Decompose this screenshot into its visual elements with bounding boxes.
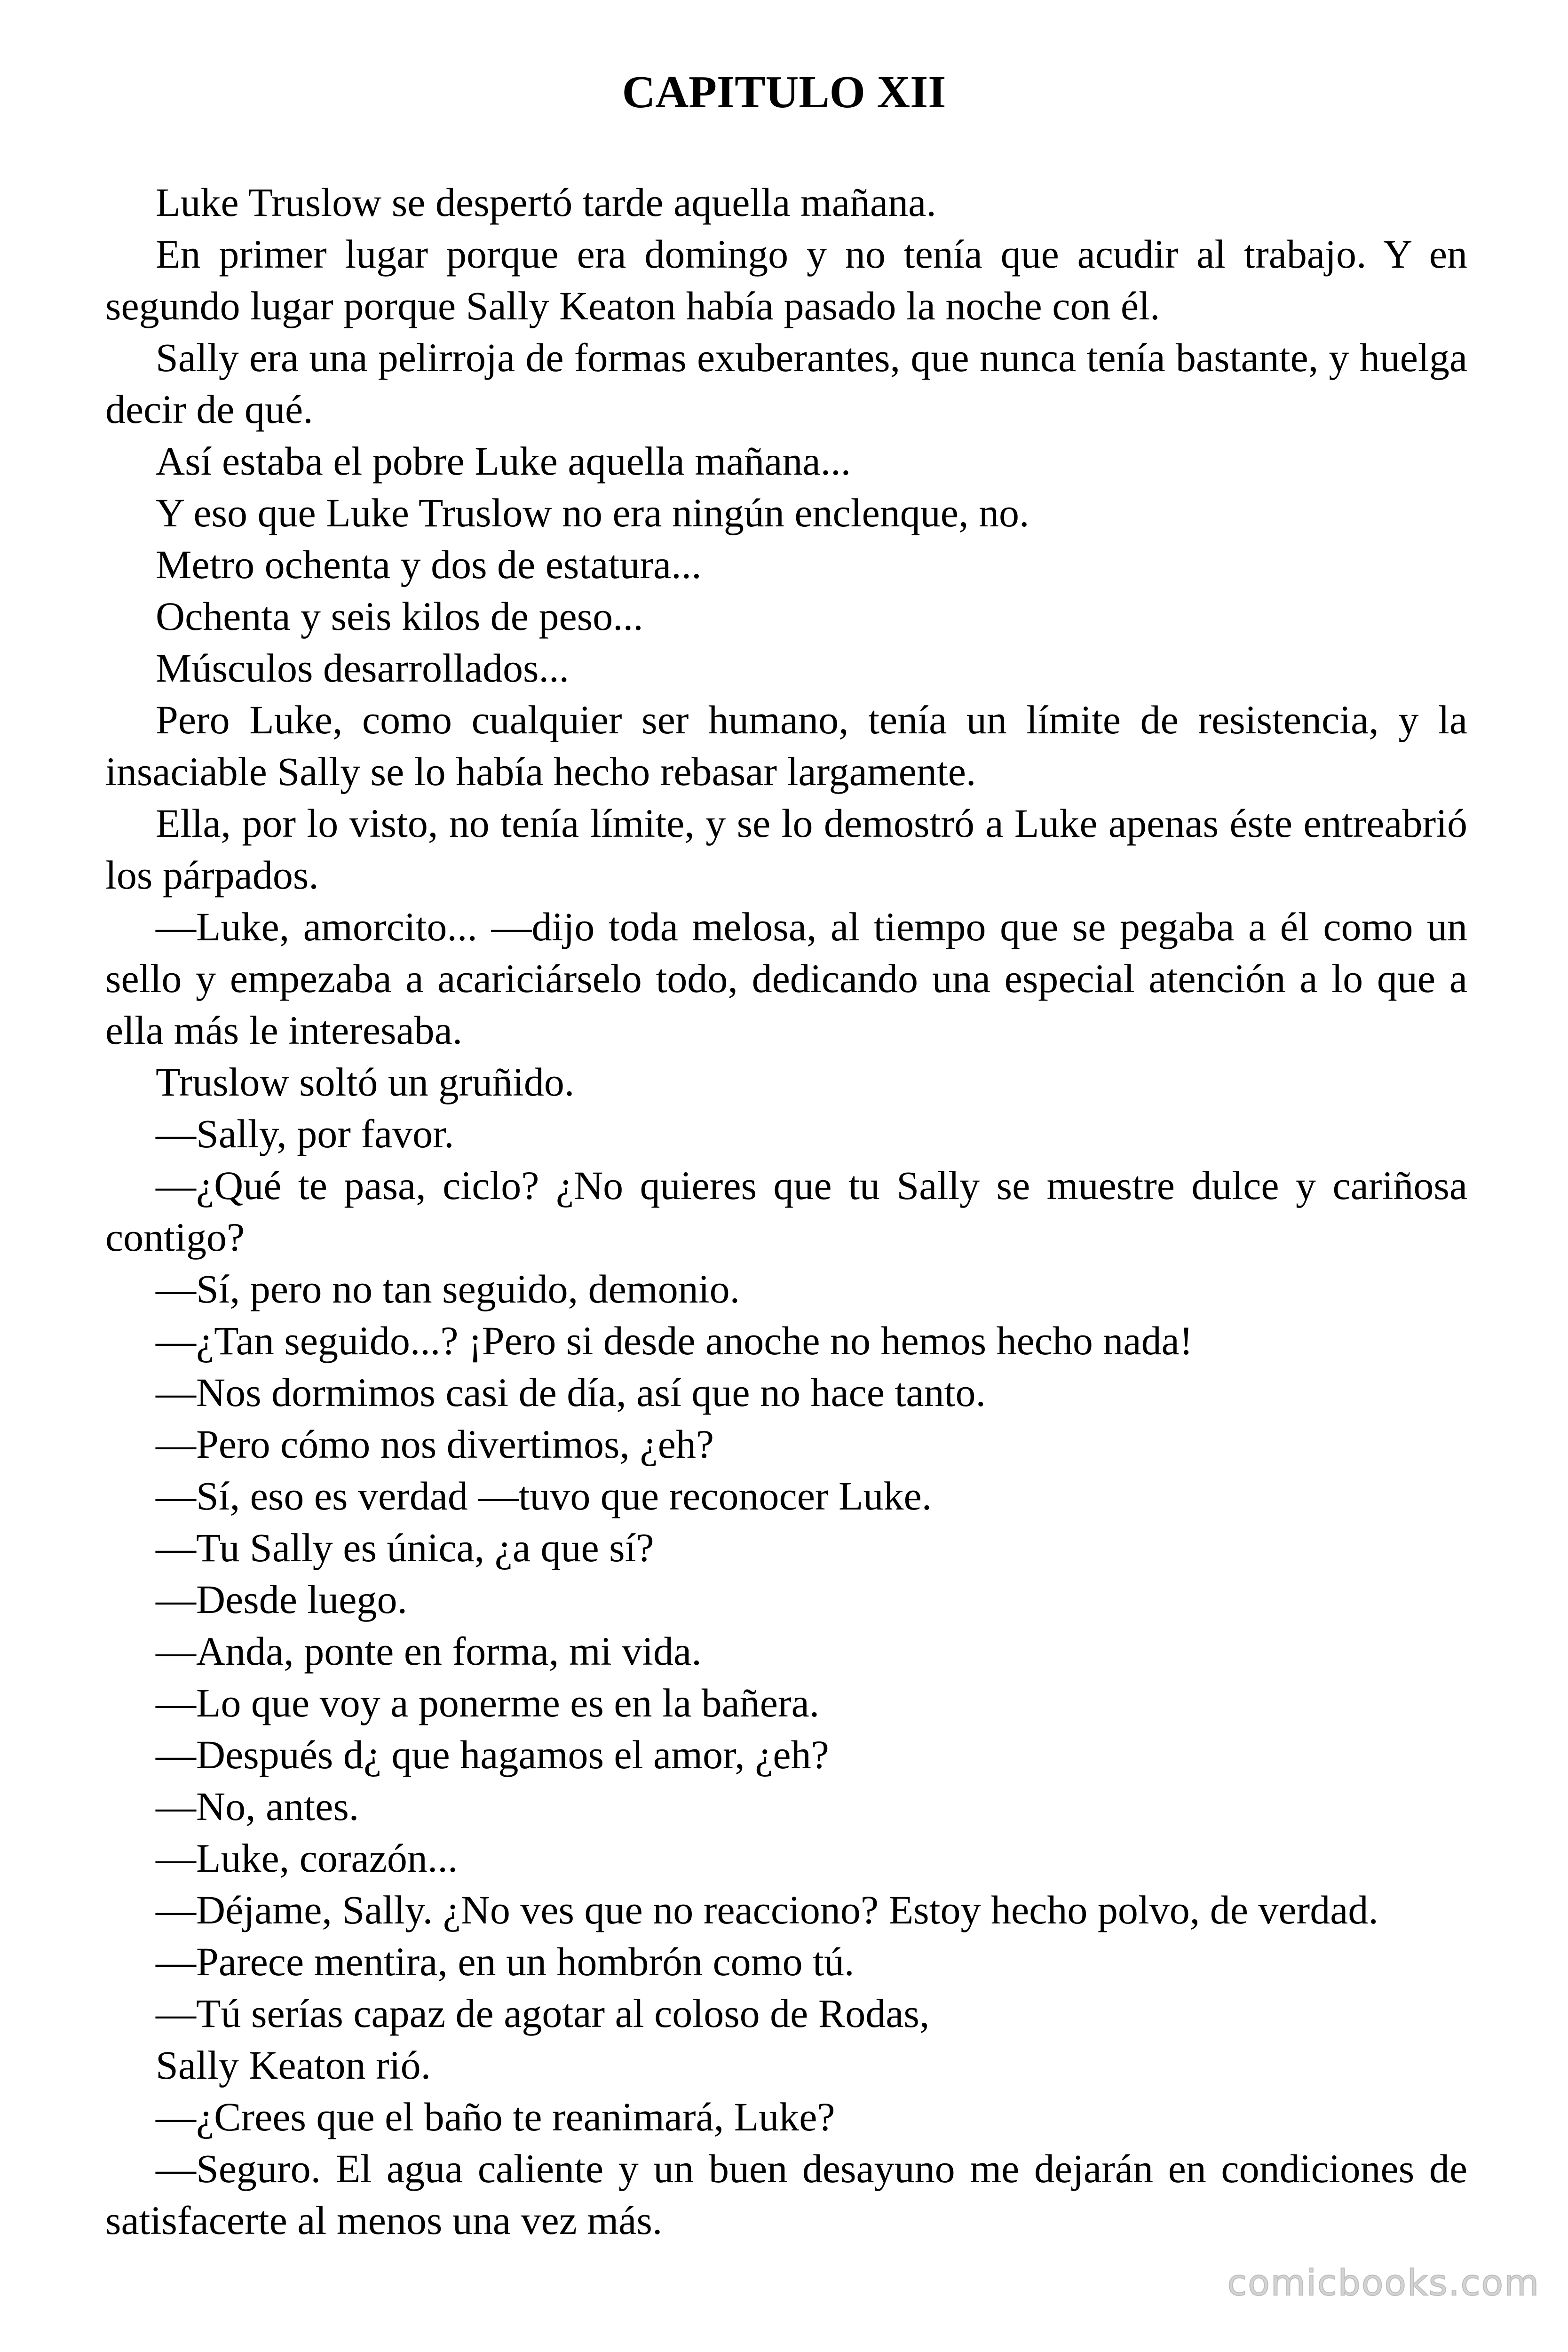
- paragraph: Así estaba el pobre Luke aquella mañana...: [156, 438, 851, 484]
- paragraph: En primer lugar porque era domingo y no tenía que acudir al trabajo. Y en segundo lugar porque Sally Keaton había pasado la noche con él.: [105, 231, 1467, 328]
- paragraph: —Pero cómo nos divertimos, ¿eh?: [156, 1422, 714, 1467]
- chapter-body: [105, 176, 1467, 2246]
- paragraph: —¿Tan seguido...? ¡Pero si desde anoche no hemos hecho nada!: [156, 1318, 1193, 1363]
- paragraph: —Anda, ponte en forma, mi vida.: [156, 1629, 702, 1674]
- paragraph: —Nos dormimos casi de día, así que no hace tanto.: [156, 1370, 986, 1415]
- chapter-title: CAPITULO XII: [622, 67, 946, 118]
- paragraph: Truslow soltó un gruñido.: [156, 1059, 575, 1104]
- paragraph: —Tu Sally es única, ¿a que sí?: [156, 1525, 654, 1570]
- paragraph: Y eso que Luke Truslow no era ningún enclenque, no.: [156, 490, 1029, 535]
- paragraph: —¿Qué te pasa, ciclo? ¿No quieres que tu Sally se muestre dulce y cariñosa contigo?: [105, 1163, 1467, 1260]
- paragraph: —Sally, por favor.: [156, 1111, 454, 1156]
- paragraph: —Tú serías capaz de agotar al coloso de Rodas,: [156, 1991, 930, 2036]
- paragraph: Metro ochenta y dos de estatura...: [156, 542, 702, 587]
- paragraph: Pero Luke, como cualquier ser humano, tenía un límite de resistencia, y la insaciable Sally se lo había hecho rebasar largamente.: [105, 697, 1467, 794]
- paragraph: —Lo que voy a ponerme es en la bañera.: [156, 1680, 820, 1725]
- watermark: comicbooks.com: [1227, 2262, 1540, 2304]
- paragraph: —Sí, pero no tan seguido, demonio.: [156, 1266, 740, 1311]
- paragraph: —No, antes.: [156, 1784, 359, 1829]
- paragraph: —Sí, eso es verdad —tuvo que reconocer Luke.: [156, 1473, 932, 1518]
- paragraph: —Después d¿ que hagamos el amor, ¿eh?: [156, 1732, 829, 1777]
- paragraph: Ella, por lo visto, no tenía límite, y se lo demostró a Luke apenas éste entreabrió los párpados.: [105, 801, 1467, 898]
- paragraph: —¿Crees que el baño te reanimará, Luke?: [156, 2094, 835, 2139]
- paragraph: Ochenta y seis kilos de peso...: [156, 594, 643, 639]
- paragraph: Músculos desarrollados...: [156, 645, 569, 691]
- paragraph: —Seguro. El agua caliente y un buen desayuno me dejarán en condiciones de satisfacerte al menos una vez más.: [105, 2146, 1467, 2243]
- paragraph: —Parece mentira, en un hombrón como tú.: [156, 1939, 855, 1984]
- paragraph: —Luke, corazón...: [156, 1836, 458, 1881]
- paragraph: —Déjame, Sally. ¿No ves que no reacciono? Estoy hecho polvo, de verdad.: [156, 1887, 1378, 1932]
- paragraph: Sally Keaton rió.: [156, 2042, 431, 2088]
- paragraph: —Desde luego.: [156, 1577, 407, 1622]
- paragraph: —Luke, amorcito... —dijo toda melosa, al tiempo que se pegaba a él como un sello y empezaba a acariciárselo todo, dedicando una especial atención a lo que a ella más le interesaba.: [105, 904, 1467, 1053]
- paragraph: Sally era una pelirroja de formas exuberantes, que nunca tenía bastante, y huelga decir de qué.: [105, 335, 1467, 432]
- paragraph: Luke Truslow se despertó tarde aquella mañana.: [156, 180, 936, 225]
